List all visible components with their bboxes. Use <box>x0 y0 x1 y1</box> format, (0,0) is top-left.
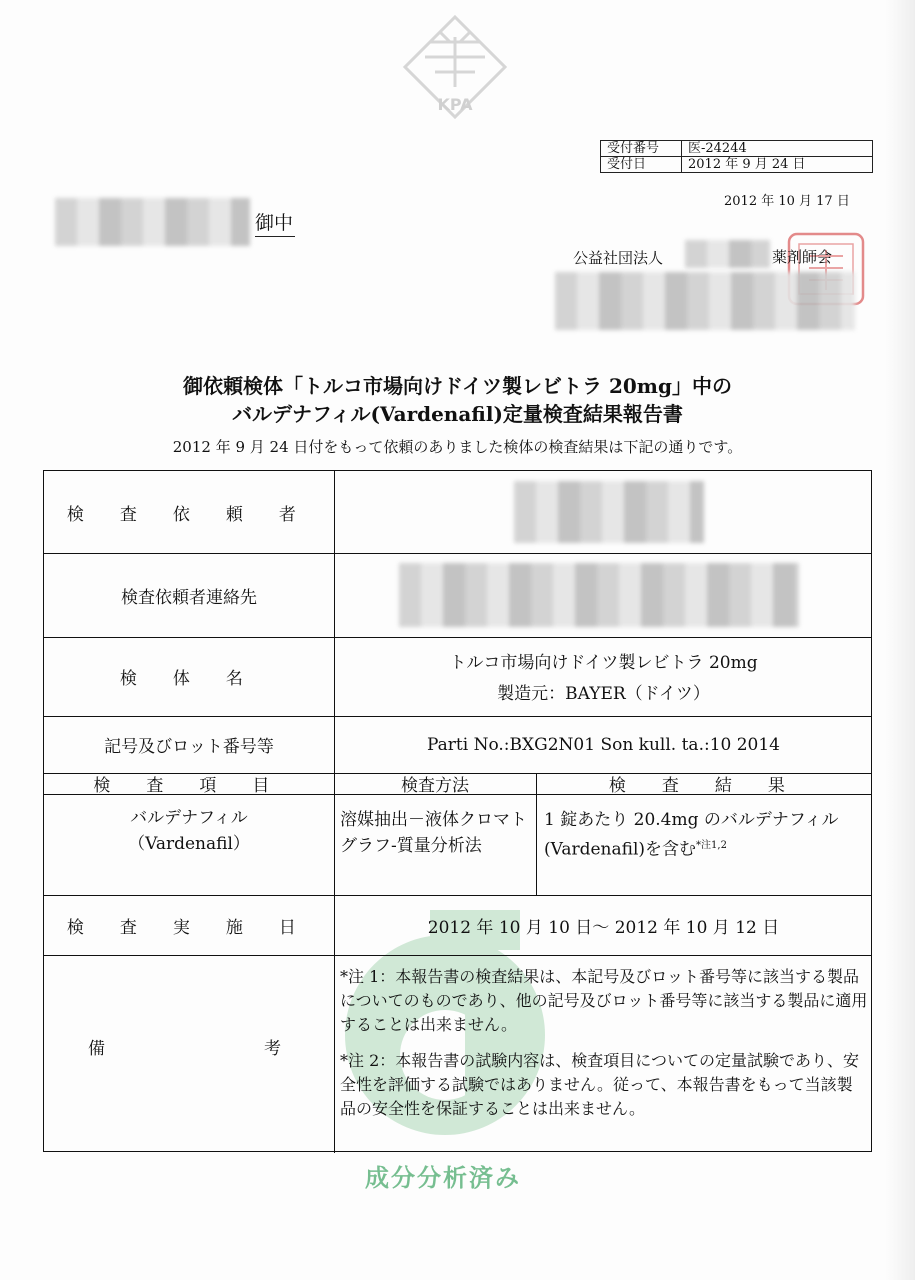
issuer-prefix: 公益社団法人 <box>573 249 664 267</box>
seal-letters: KPA <box>437 95 473 114</box>
redacted-contact <box>399 563 799 627</box>
redacted-addressee <box>55 198 250 246</box>
lot-value: Parti No.:BXG2N01 Son kull. ta.:10 2014 <box>426 734 780 755</box>
receipt-date-label: 受付日 <box>601 157 682 173</box>
result-note-ref: *注1,2 <box>696 840 727 851</box>
requester-label: 検 査 依 頼 者 <box>66 504 312 525</box>
result-text: 1 錠あたり 20.4mg のバルデナフィル(Vardenafil)を含む <box>544 810 839 860</box>
header-result: 検 査 結 果 <box>608 776 801 796</box>
report-title-line2: バルデナフィル(Vardenafil)定量検査結果報告書 <box>232 402 683 426</box>
contact-label: 検査依頼者連絡先 <box>121 587 257 608</box>
sample-value-line1: トルコ市場向けドイツ製レビトラ 20mg <box>449 652 758 673</box>
header-item: 検 査 項 目 <box>93 776 285 796</box>
lot-label: 記号及びロット番号等 <box>104 737 274 757</box>
method-text: 溶媒抽出－液体クロマトグラフ-質量分析法 <box>340 810 527 856</box>
results-table <box>43 470 872 1152</box>
receipt-box <box>600 140 873 173</box>
redacted-requester <box>514 481 704 543</box>
addressee-suffix: 御中 <box>255 208 295 237</box>
receipt-number-label: 受付番号 <box>601 141 682 157</box>
intro-text: 2012 年 9 月 24 日付をもって依頼のありました検体の検査結果は下記の通りです。 <box>172 438 743 456</box>
sample-label: 検 体 名 <box>119 669 259 689</box>
issuer-suffix: 薬剤師会 <box>772 248 833 266</box>
sample-value-line2: 製造元：BAYER（ドイツ） <box>497 683 710 704</box>
header-method: 検査方法 <box>401 776 469 796</box>
result-cell <box>544 807 869 887</box>
remarks-label-left: 備 <box>88 1038 105 1059</box>
receipt-date-value: 2012 年 9 月 24 日 <box>682 157 873 173</box>
page-edge-shadow <box>885 0 915 1280</box>
report-date: 2012 年 10 月 17 日 <box>724 194 850 209</box>
date-value: 2012 年 10 月 10 日～ 2012 年 10 月 12 日 <box>427 917 780 938</box>
watermark-text: 成分分析済み <box>365 1164 521 1192</box>
note-1: *注 1：本報告書の検査結果は、本記号及びロット番号等に該当する製品についてのものであり、他の記号及びロット番号等に該当する製品に適用することは出来ません。 <box>340 967 868 1034</box>
item-line1: バルデナフィル <box>130 807 248 828</box>
redacted-issuer-address <box>555 272 855 330</box>
redacted-issuer-name <box>685 240 770 268</box>
note-2: *注 2：本報告書の試験内容は、検査項目についての定量試験であり、安全性を評価する試験ではありません。従って、本報告書をもって当該製品の安全性を保証することは出来ません。 <box>340 1051 859 1118</box>
date-label: 検 査 実 施 日 <box>66 917 312 938</box>
report-title-line1: 御依頼検体「トルコ市場向けドイツ製レビトラ 20mg」中の <box>183 374 732 398</box>
embossed-kpa-seal-icon <box>395 12 515 122</box>
item-line2: （Vardenafil） <box>128 833 250 854</box>
receipt-number-value: 医-24244 <box>682 141 873 157</box>
remarks-label-right: 考 <box>264 1038 281 1059</box>
